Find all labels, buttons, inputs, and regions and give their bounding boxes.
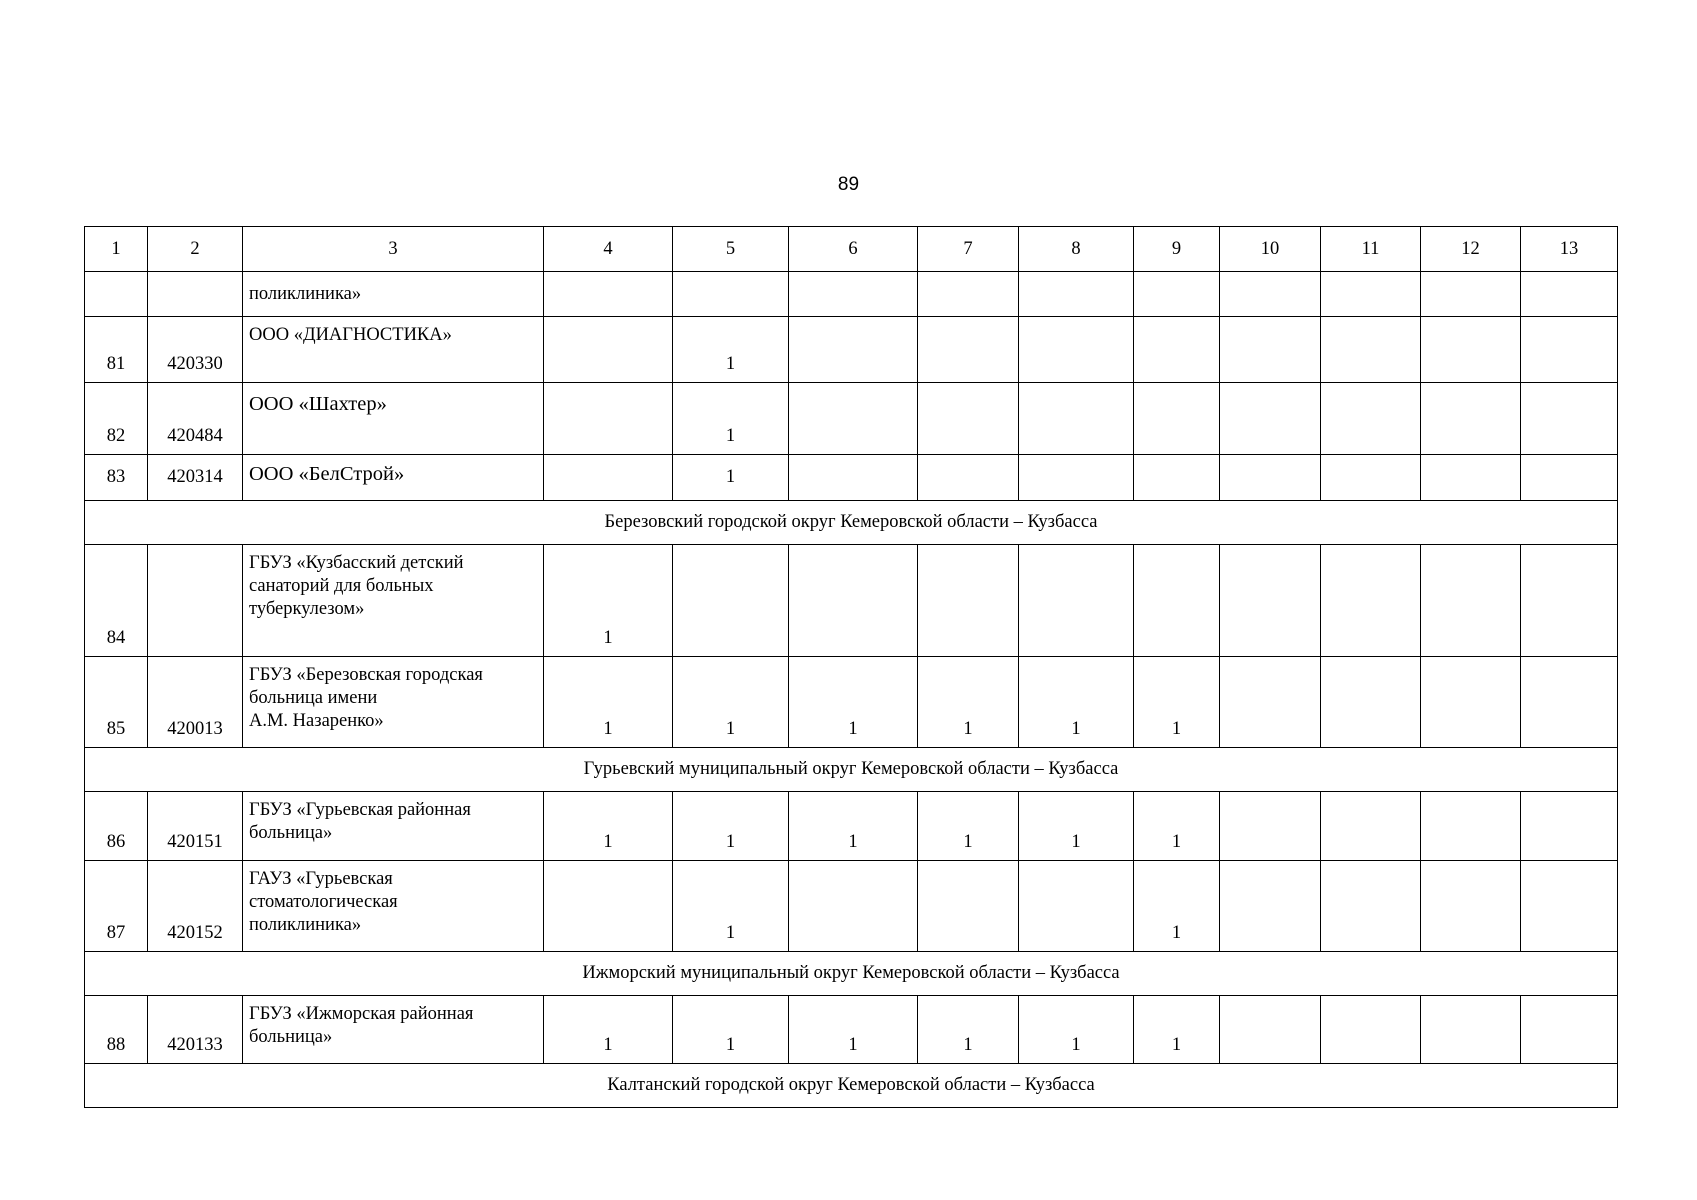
- organization-name: [243, 317, 544, 383]
- table-row: [85, 792, 1618, 861]
- value-cell: [1134, 317, 1220, 383]
- value-cell: 1: [1134, 996, 1220, 1064]
- region-heading: Ижморский муниципальный округ Кемеровской области – Кузбасса: [85, 952, 1618, 996]
- table-row: [85, 657, 1618, 748]
- value-cell: 1: [1019, 996, 1134, 1064]
- value-cell: [1019, 317, 1134, 383]
- value-cell: 1: [1134, 861, 1220, 952]
- value-cell: [1220, 861, 1321, 952]
- value-cell: [918, 545, 1019, 657]
- row-number: 83: [85, 455, 148, 501]
- value-cell: [1134, 545, 1220, 657]
- region-row: [85, 748, 1618, 792]
- table-row: [85, 455, 1618, 501]
- value-cell: [1134, 383, 1220, 455]
- value-cell: [789, 383, 918, 455]
- value-cell: [1421, 996, 1521, 1064]
- value-cell: 1: [544, 545, 673, 657]
- organization-name: [243, 545, 544, 657]
- value-cell: [1521, 272, 1618, 317]
- value-cell: [789, 861, 918, 952]
- column-header: 7: [918, 227, 1019, 272]
- row-number: [85, 272, 148, 317]
- row-code: 420151: [148, 792, 243, 861]
- value-cell: [1521, 996, 1618, 1064]
- value-cell: [1321, 455, 1421, 501]
- name-line: ГАУЗ «Гурьевская: [249, 869, 393, 889]
- value-cell: [1421, 272, 1521, 317]
- region-heading: Калтанский городской округ Кемеровской области – Кузбасса: [85, 1064, 1618, 1108]
- value-cell: [1321, 272, 1421, 317]
- name-line: поликлиника»: [249, 283, 362, 304]
- value-cell: [544, 272, 673, 317]
- table-row: [85, 317, 1618, 383]
- table-row: [85, 545, 1618, 657]
- value-cell: [1220, 272, 1321, 317]
- table-row: [85, 383, 1618, 455]
- value-cell: [1421, 383, 1521, 455]
- value-cell: [1421, 792, 1521, 861]
- value-cell: 1: [918, 996, 1019, 1064]
- value-cell: [1220, 455, 1321, 501]
- value-cell: 1: [544, 657, 673, 748]
- organization-name: [243, 455, 544, 501]
- row-code: 420133: [148, 996, 243, 1064]
- region-heading: Гурьевский муниципальный округ Кемеровской области – Кузбасса: [85, 748, 1618, 792]
- value-cell: [1521, 861, 1618, 952]
- value-cell: [1421, 317, 1521, 383]
- value-cell: 1: [673, 996, 789, 1064]
- value-cell: [918, 272, 1019, 317]
- data-table: [84, 226, 1618, 1108]
- name-line: ООО «Шахтер»: [249, 393, 387, 415]
- name-line: А.М. Назаренко»: [249, 711, 384, 731]
- value-cell: [1220, 545, 1321, 657]
- row-number: 82: [85, 383, 148, 455]
- value-cell: [544, 317, 673, 383]
- organization-name: [243, 996, 544, 1064]
- value-cell: 1: [789, 657, 918, 748]
- name-line: больница имени: [249, 688, 378, 708]
- row-number: 81: [85, 317, 148, 383]
- value-cell: [1019, 272, 1134, 317]
- value-cell: 1: [673, 657, 789, 748]
- value-cell: [1019, 861, 1134, 952]
- column-header: 9: [1134, 227, 1220, 272]
- value-cell: [918, 455, 1019, 501]
- name-line: туберкулезом»: [249, 599, 365, 619]
- name-line: больница»: [249, 1027, 333, 1047]
- organization-name: [243, 272, 544, 317]
- column-header: 13: [1521, 227, 1618, 272]
- value-cell: [673, 272, 789, 317]
- value-cell: 1: [918, 657, 1019, 748]
- region-heading: Березовский городской округ Кемеровской области – Кузбасса: [85, 501, 1618, 545]
- row-number: 85: [85, 657, 148, 748]
- column-header: 1: [85, 227, 148, 272]
- value-cell: [1220, 996, 1321, 1064]
- value-cell: [789, 545, 918, 657]
- value-cell: [1521, 792, 1618, 861]
- value-cell: 1: [673, 792, 789, 861]
- column-header: 10: [1220, 227, 1321, 272]
- region-row: [85, 1064, 1618, 1108]
- value-cell: [1321, 657, 1421, 748]
- table-row: [85, 996, 1618, 1064]
- name-line: ООО «ДИАГНОСТИКА»: [249, 325, 452, 345]
- value-cell: [673, 545, 789, 657]
- value-cell: 1: [789, 792, 918, 861]
- name-line: поликлиника»: [249, 915, 362, 935]
- value-cell: [1321, 861, 1421, 952]
- column-header: 12: [1421, 227, 1521, 272]
- organization-name: [243, 861, 544, 952]
- row-number: 86: [85, 792, 148, 861]
- value-cell: [1220, 317, 1321, 383]
- value-cell: 1: [1019, 792, 1134, 861]
- column-header: 3: [243, 227, 544, 272]
- value-cell: [1019, 545, 1134, 657]
- page-number: 89: [837, 174, 860, 195]
- value-cell: 1: [918, 792, 1019, 861]
- value-cell: [544, 861, 673, 952]
- name-line: ГБУЗ «Кузбасский детский: [249, 553, 464, 573]
- column-header: 11: [1321, 227, 1421, 272]
- header-row: [85, 227, 1618, 272]
- row-code: 420314: [148, 455, 243, 501]
- value-cell: 1: [1134, 657, 1220, 748]
- value-cell: [1421, 861, 1521, 952]
- column-header: 8: [1019, 227, 1134, 272]
- value-cell: [1019, 383, 1134, 455]
- table-row: [85, 861, 1618, 952]
- organization-name: [243, 657, 544, 748]
- value-cell: [918, 861, 1019, 952]
- value-cell: [1521, 657, 1618, 748]
- value-cell: [1321, 317, 1421, 383]
- value-cell: 1: [1134, 792, 1220, 861]
- value-cell: 1: [673, 455, 789, 501]
- column-header: 4: [544, 227, 673, 272]
- value-cell: [544, 455, 673, 501]
- row-number: 84: [85, 545, 148, 657]
- column-header: 6: [789, 227, 918, 272]
- value-cell: [1321, 996, 1421, 1064]
- value-cell: [1321, 383, 1421, 455]
- value-cell: [789, 455, 918, 501]
- value-cell: [1220, 792, 1321, 861]
- value-cell: [1421, 657, 1521, 748]
- name-line: стоматологическая: [249, 892, 398, 912]
- value-cell: [1521, 317, 1618, 383]
- column-header: 5: [673, 227, 789, 272]
- value-cell: [789, 272, 918, 317]
- organization-name: [243, 792, 544, 861]
- value-cell: [1521, 545, 1618, 657]
- region-row: [85, 501, 1618, 545]
- name-line: больница»: [249, 823, 333, 843]
- name-line: ГБУЗ «Ижморская районная: [249, 1004, 474, 1024]
- row-code: 420013: [148, 657, 243, 748]
- value-cell: 1: [544, 996, 673, 1064]
- name-line: ГБУЗ «Гурьевская районная: [249, 800, 471, 820]
- value-cell: 1: [673, 317, 789, 383]
- row-code: [148, 272, 243, 317]
- value-cell: [1134, 455, 1220, 501]
- value-cell: [918, 383, 1019, 455]
- row-code: 420484: [148, 383, 243, 455]
- value-cell: 1: [789, 996, 918, 1064]
- row-code: [148, 545, 243, 657]
- row-number: 87: [85, 861, 148, 952]
- value-cell: [1220, 383, 1321, 455]
- column-header: 2: [148, 227, 243, 272]
- row-number: 88: [85, 996, 148, 1064]
- row-code: 420330: [148, 317, 243, 383]
- value-cell: [1521, 383, 1618, 455]
- value-cell: [789, 317, 918, 383]
- value-cell: [1220, 657, 1321, 748]
- name-line: ГБУЗ «Березовская городская: [249, 665, 483, 685]
- value-cell: [1521, 455, 1618, 501]
- name-line: санаторий для больных: [249, 576, 434, 596]
- value-cell: [1421, 455, 1521, 501]
- value-cell: [544, 383, 673, 455]
- value-cell: 1: [1019, 657, 1134, 748]
- value-cell: [1321, 545, 1421, 657]
- value-cell: [1421, 545, 1521, 657]
- value-cell: 1: [673, 383, 789, 455]
- value-cell: [1134, 272, 1220, 317]
- value-cell: 1: [544, 792, 673, 861]
- value-cell: 1: [673, 861, 789, 952]
- organization-name: [243, 383, 544, 455]
- name-line: ООО «БелСтрой»: [249, 462, 405, 485]
- row-code: 420152: [148, 861, 243, 952]
- table-row: [85, 272, 1618, 317]
- value-cell: [918, 317, 1019, 383]
- value-cell: [1019, 455, 1134, 501]
- region-row: [85, 952, 1618, 996]
- value-cell: [1321, 792, 1421, 861]
